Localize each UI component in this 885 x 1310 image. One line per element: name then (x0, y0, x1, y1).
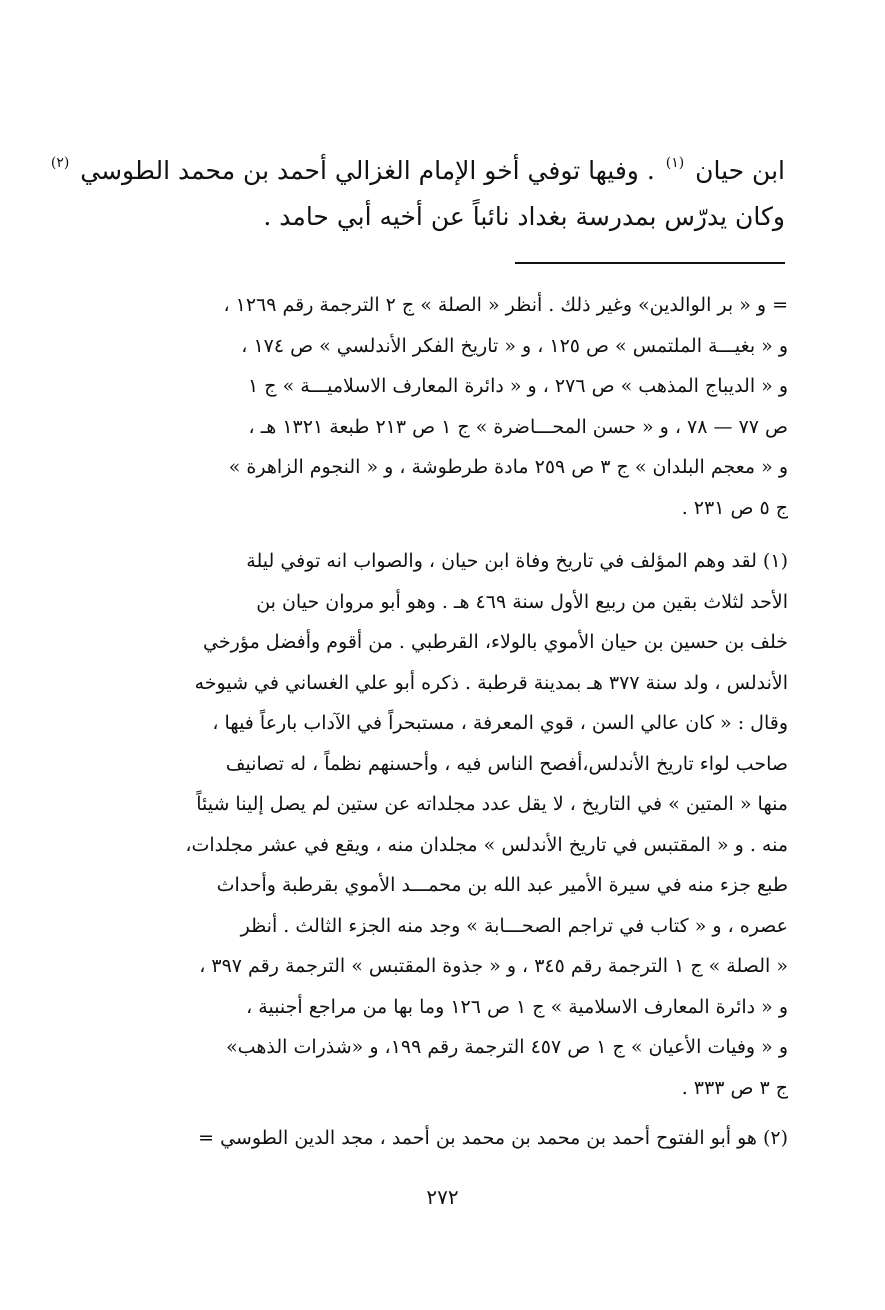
footnote-line: (١) لقد وهم المؤلف في تاريخ وفاة ابن حيان ، والصواب انه توفي ليلة (246, 550, 788, 572)
footnote-line: خلف بن حسين بن حيان الأموي بالولاء، القرطبي . من أقوم وأفضل مؤرخي (203, 631, 788, 653)
footnote-ref-1: (١) (665, 155, 685, 171)
footnote-ref-2: (٢) (50, 155, 70, 171)
footnote-line: وقال : « كان عالي السن ، قوي المعرفة ، مستبحراً في الآداب بارعاً فيها ، (212, 712, 788, 734)
footnote-line: و « بغيـــة الملتمس » ص ١٢٥ ، و « تاريخ الفكر الأندلسي » ص ١٧٤ ، (241, 334, 788, 357)
footnote-line: « الصلة » ج ١ الترجمة رقم ٣٤٥ ، و « جذوة المقتبس » الترجمة رقم ٣٩٧ ، (199, 955, 788, 977)
footnote-line: صاحب لواء تاريخ الأندلس،أفصح الناس فيه ، وأحسنهم نظماً ، له تصانيف (225, 752, 788, 775)
footnote-line: و « معجم البلدان » ج ٣ ص ٢٥٩ مادة طرطوشة ، و « النجوم الزاهرة » (228, 456, 788, 478)
footnote-line: منه . و « المقتبس في تاريخ الأندلس » مجلدان منه ، ويقع في عشر مجلدات، (185, 833, 788, 856)
footnote-1 (108, 541, 788, 1108)
footnote-line: ج ٣ ص ٣٣٣ . (681, 1076, 788, 1099)
footnote-line: = و « بر الوالدين» وغير ذلك . أنظر « الصلة » ج ٢ الترجمة رقم ١٢٦٩ ، (223, 294, 788, 316)
footnote-line: طبع جزء منه في سيرة الأمير عبد الله بن محمـــد الأموي بقرطبة وأحداث (216, 874, 788, 896)
footnote-line: ص ٧٧ — ٧٨ ، و « حسن المحـــاضرة » ج ١ ص ٢١٣ طبعة ١٣٢١ هـ ، (248, 415, 788, 438)
footnote-2 (108, 1118, 788, 1159)
footnote-line: الأحد لثلاث بقين من ربيع الأول سنة ٤٦٩ هـ . وهو أبو مروان حيان بن (256, 590, 788, 613)
footnote-line: و « الديباج المذهب » ص ٢٧٦ ، و « دائرة المعارف الاسلاميـــة » ج ١ (248, 375, 788, 397)
footnote-line: عصره ، و « كتاب في تراجم الصحـــابة » وجد منه الجزء الثالث . أنظر (240, 914, 788, 937)
main-text-segment: ابن حيان (695, 156, 785, 185)
footnote-separator (515, 262, 785, 264)
page-number: ٢٧٢ (426, 1185, 459, 1209)
footnote-continuation (108, 285, 788, 528)
footnote-line: ج ٥ ص ٢٣١ . (681, 496, 788, 519)
footnote-line: (٢) هو أبو الفتوح أحمد بن محمد بن محمد بن أحمد ، مجد الدين الطوسي = (198, 1127, 788, 1149)
footnote-line: الأندلس ، ولد سنة ٣٧٧ هـ بمدينة قرطبة . ذكره أبو علي الغساني في شيوخه (194, 671, 788, 694)
main-text-segment: . وفيها توفي أخو الإمام الغزالي أحمد بن محمد الطوسي (80, 156, 655, 185)
main-text-line-2: وكان يدرّس بمدرسة بغداد نائباً عن أخيه أبي حامد . (263, 202, 785, 231)
footnote-line: و « وفيات الأعيان » ج ١ ص ٤٥٧ الترجمة رقم ١٩٩، و «شذرات الذهب» (226, 1036, 788, 1058)
footnote-line: و « دائرة المعارف الاسلامية » ج ١ ص ١٢٦ وما بها من مراجع أجنبية ، (246, 995, 788, 1018)
footnote-line: منها « المتين » في التاريخ ، لا يقل عدد مجلداته عن ستين لم يصل إلينا شيئاً (196, 793, 788, 815)
main-text-line-1 (50, 140, 785, 194)
main-text (50, 140, 785, 240)
